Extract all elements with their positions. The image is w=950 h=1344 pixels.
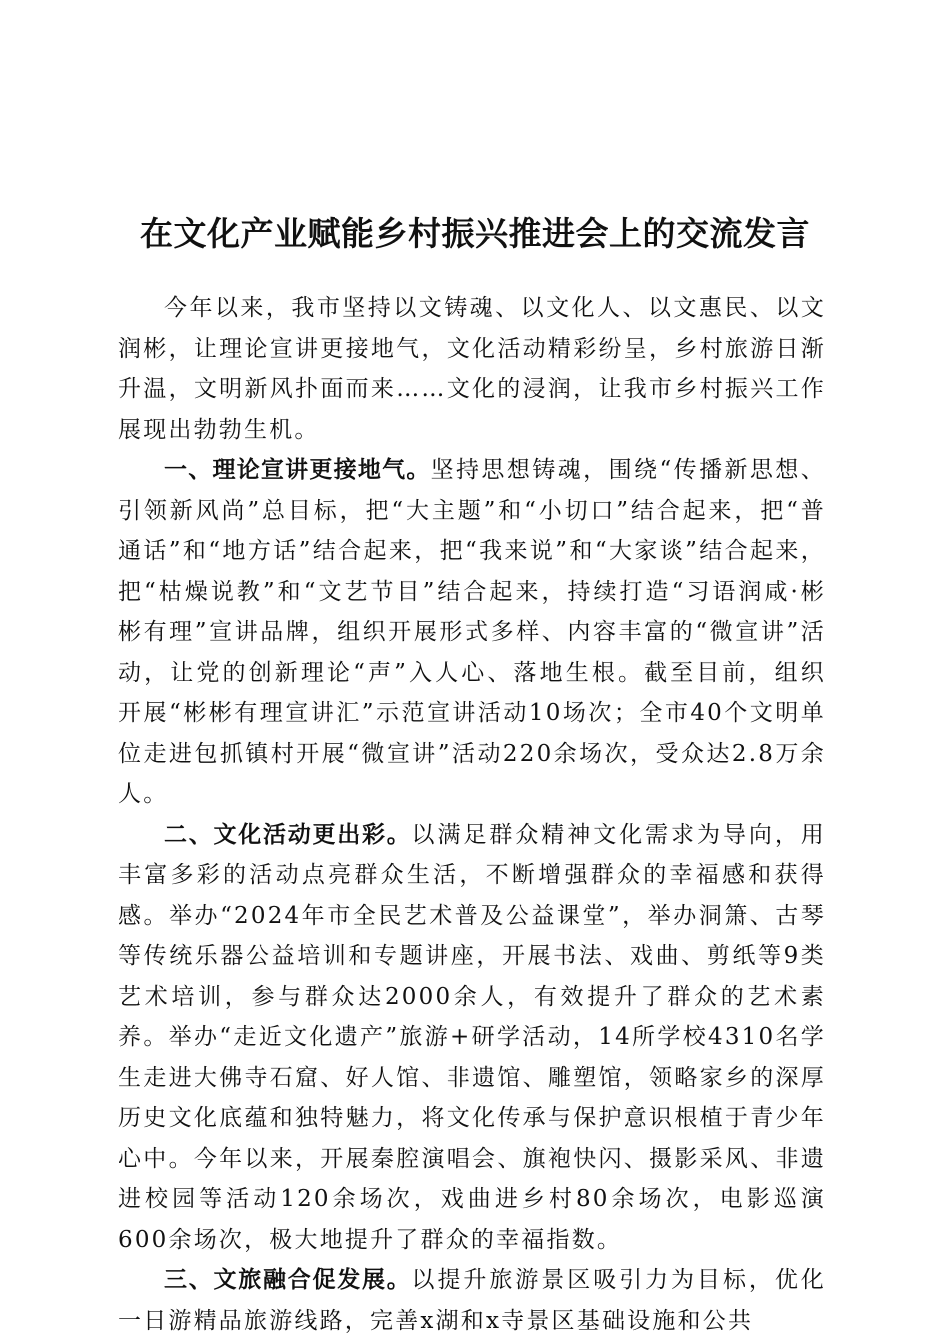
document-body bbox=[118, 288, 826, 1341]
section-paragraph-2 bbox=[118, 815, 826, 1261]
section-heading: 三、文旅融合促发展。 bbox=[164, 1267, 412, 1293]
paragraph-text: 以提升旅游景区吸引力为目标，优化一日游精品旅游线路，完善x湖和x寺景区基础设施和公共 bbox=[118, 1267, 827, 1334]
section-paragraph-1 bbox=[118, 450, 826, 815]
section-paragraph-3 bbox=[118, 1260, 826, 1341]
paragraph-text: 今年以来，我市坚持以文铸魂、以文化人、以文惠民、以文润彬，让理论宣讲更接地气，文化活动精彩纷呈，乡村旅游日渐升温，文明新风扑面而来……文化的浸润，让我市乡村振兴工作展现出勃勃生机。 bbox=[118, 295, 826, 443]
paragraph-text: 以满足群众精神文化需求为导向，用丰富多彩的活动点亮群众生活，不断增强群众的幸福感和获得感。举办“2024年市全民艺术普及公益课堂”，举办洞箫、古琴等传统乐器公益培训和专题讲座，开展书法、戏曲、剪纸等9类艺术培训，参与群众达2000余人，有效提升了群众的艺术素养。举办“走近文化遗产”旅游+研学活动，14所学校4310名学生走进大佛寺石窟、好人馆、非遗馆、雕塑馆，领略家乡的深厚历史文化底蕴和独特魅力，将文化传承与保护意识根植于青少年心中。今年以来，开展秦腔演唱会、旗袍快闪、摄影采风、非遗进校园等活动120余场次，戏曲进乡村80余场次，电影巡演600余场次，极大地提升了群众的幸福指数。 bbox=[118, 821, 827, 1253]
section-heading: 一、理论宣讲更接地气。 bbox=[164, 457, 431, 483]
paragraph-text: 坚持思想铸魂，围绕“传播新思想、引领新风尚”总目标，把“大主题”和“小切口”结合起来，把“普通话”和“地方话”结合起来，把“我来说”和“大家谈”结合起来，把“枯燥说教”和“文艺节目”结合起来，持续打造“习语润咸·彬彬有理”宣讲品牌，组织开展形式多样、内容丰富的“微宣讲”活动，让党的创新理论“声”入人心、落地生根。截至目前，组织开展“彬彬有理宣讲汇”示范宣讲活动10场次；全市40个文明单位走进包抓镇村开展“微宣讲”活动220余场次，受众达2.8万余人。 bbox=[118, 457, 827, 807]
section-heading: 二、文化活动更出彩。 bbox=[164, 821, 412, 848]
document-title: 在文化产业赋能乡村振兴推进会上的交流发言 bbox=[140, 214, 810, 254]
intro-paragraph bbox=[118, 288, 826, 450]
